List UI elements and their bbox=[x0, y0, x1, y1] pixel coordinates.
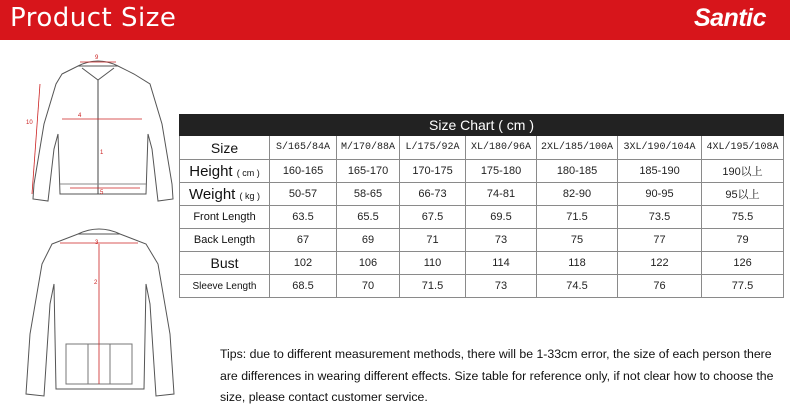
row-label: Height ( cm ) bbox=[180, 160, 270, 183]
table-cell: 90-95 bbox=[618, 183, 702, 206]
table-cell: 67 bbox=[270, 229, 337, 252]
table-cell: 77.5 bbox=[702, 275, 784, 298]
table-cell: 102 bbox=[270, 252, 337, 275]
sketch-mark: 10 bbox=[26, 120, 33, 126]
sketch-mark: 1 bbox=[100, 150, 104, 156]
table-cell: 71.5 bbox=[400, 275, 466, 298]
table-row bbox=[180, 206, 784, 229]
table-cell: 118 bbox=[537, 252, 618, 275]
table-cell: 114 bbox=[466, 252, 537, 275]
table-cell: 75.5 bbox=[702, 206, 784, 229]
size-cell: 3XL/190/104A bbox=[618, 136, 702, 160]
table-cell: 79 bbox=[702, 229, 784, 252]
table-cell: 95以上 bbox=[702, 183, 784, 206]
table-cell: 71 bbox=[400, 229, 466, 252]
size-cell: M/170/88A bbox=[337, 136, 400, 160]
table-cell: 63.5 bbox=[270, 206, 337, 229]
table-cell: 58-65 bbox=[337, 183, 400, 206]
table-title-row bbox=[180, 115, 784, 136]
size-cell: 2XL/185/100A bbox=[537, 136, 618, 160]
table-row bbox=[180, 229, 784, 252]
table-cell: 73.5 bbox=[618, 206, 702, 229]
table-cell: 76 bbox=[618, 275, 702, 298]
table-row bbox=[180, 252, 784, 275]
brand-logo: Santic bbox=[693, 4, 766, 32]
table-cell: 74-81 bbox=[466, 183, 537, 206]
table-cell: 77 bbox=[618, 229, 702, 252]
sketch-mark: 2 bbox=[94, 280, 98, 286]
sketch-mark: 4 bbox=[78, 113, 82, 119]
size-cell: XL/180/96A bbox=[466, 136, 537, 160]
table-cell: 126 bbox=[702, 252, 784, 275]
table-cell: 106 bbox=[337, 252, 400, 275]
sketch-mark: 5 bbox=[100, 190, 104, 196]
table-cell: 74.5 bbox=[537, 275, 618, 298]
table-cell: 68.5 bbox=[270, 275, 337, 298]
table-cell: 67.5 bbox=[400, 206, 466, 229]
sketch-mark: 3 bbox=[95, 240, 99, 246]
page-title: Product Size bbox=[10, 3, 177, 33]
jacket-sketch bbox=[0, 44, 180, 417]
table-cell: 69.5 bbox=[466, 206, 537, 229]
table-cell: 50-57 bbox=[270, 183, 337, 206]
table-cell: 82-90 bbox=[537, 183, 618, 206]
header-banner bbox=[0, 0, 790, 40]
table-cell: 70 bbox=[337, 275, 400, 298]
table-cell: 165-170 bbox=[337, 160, 400, 183]
table-row bbox=[180, 183, 784, 206]
table-cell: 69 bbox=[337, 229, 400, 252]
table-cell: 110 bbox=[400, 252, 466, 275]
table-row bbox=[180, 275, 784, 298]
table-cell: 73 bbox=[466, 229, 537, 252]
table-cell: 160-165 bbox=[270, 160, 337, 183]
table-cell: 185-190 bbox=[618, 160, 702, 183]
row-label: Sleeve Length bbox=[180, 275, 270, 298]
size-cell: 4XL/195/108A bbox=[702, 136, 784, 160]
table-cell: 175-180 bbox=[466, 160, 537, 183]
table-cell: 170-175 bbox=[400, 160, 466, 183]
table-row bbox=[180, 160, 784, 183]
row-label: Bust bbox=[180, 252, 270, 275]
table-cell: 65.5 bbox=[337, 206, 400, 229]
size-chart-table bbox=[179, 114, 784, 298]
table-row bbox=[180, 136, 784, 160]
table-cell: 122 bbox=[618, 252, 702, 275]
table-cell: 190以上 bbox=[702, 160, 784, 183]
table-cell: 73 bbox=[466, 275, 537, 298]
table-title: Size Chart ( cm ) bbox=[180, 115, 784, 136]
sketch-mark: 9 bbox=[95, 55, 99, 61]
table-cell: 75 bbox=[537, 229, 618, 252]
size-cell: S/165/84A bbox=[270, 136, 337, 160]
table-cell: 71.5 bbox=[537, 206, 618, 229]
table-cell: 66-73 bbox=[400, 183, 466, 206]
tips-text: Tips: due to different measurement methods, there will be 1-33cm error, the size of each person there are differences in wearing different effects. Size table for reference only, if not clear how to choose the size, please contact customer service. bbox=[220, 347, 774, 404]
table-cell: 180-185 bbox=[537, 160, 618, 183]
size-header: Size bbox=[180, 136, 270, 160]
row-label: Front Length bbox=[180, 206, 270, 229]
size-cell: L/175/92A bbox=[400, 136, 466, 160]
row-label: Back Length bbox=[180, 229, 270, 252]
row-label: Weight ( kg ) bbox=[180, 183, 270, 206]
